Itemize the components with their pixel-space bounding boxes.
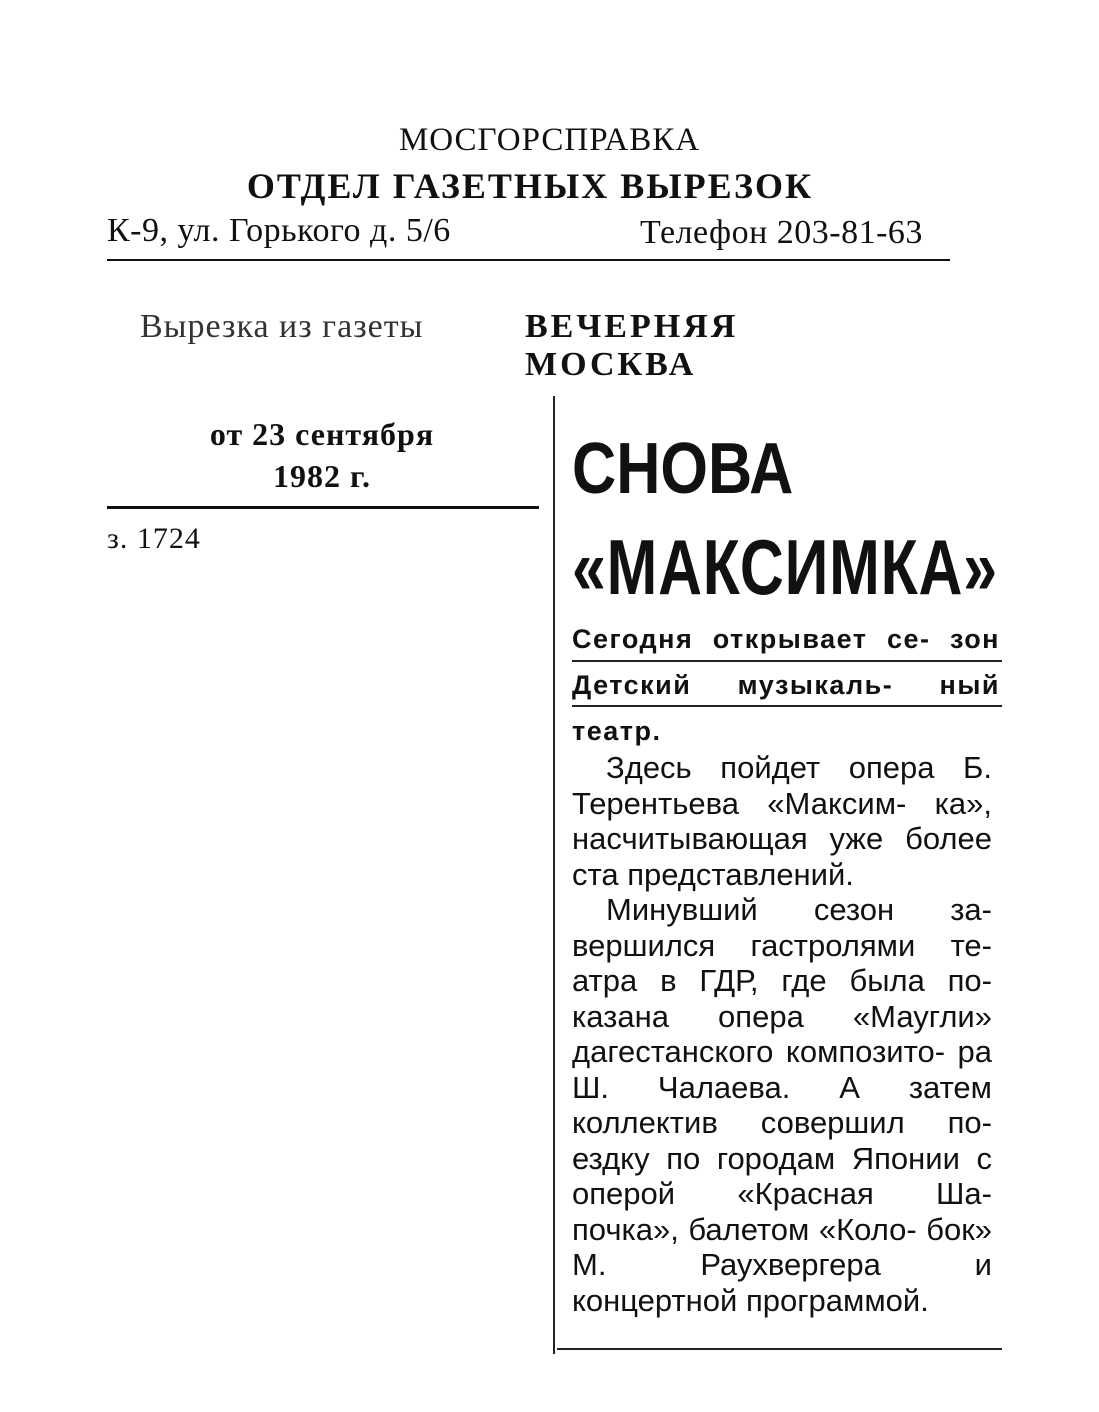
clipping-source [140,308,950,383]
clipping-label: Вырезка из газеты [140,308,424,345]
address: К-9, ул. Горького д. 5/6 [107,212,451,249]
headline-line-2: «МАКСИМКА» [572,523,998,611]
order-number: з. 1724 [107,522,201,555]
headline-line-1: СНОВА [572,429,794,509]
article-lead: Сегодня открывает се- зон Детский музыкаль- ный театр. [572,624,1000,746]
clipping-year: 1982 г. [273,458,371,494]
column-divider [553,396,555,1354]
newspaper-name: ВЕЧЕРНЯЯ МОСКВА [525,308,739,383]
date-divider [107,506,539,509]
department-title: ОТДЕЛ ГАЗЕТНЫХ ВЫРЕЗОК [246,166,814,206]
org-name: МОСГОРСПРАВКА [398,122,701,158]
phone: Телефон 203-81-63 [640,214,923,251]
article-body [572,750,992,1318]
clipping-date: от 23 сентября [209,416,435,452]
article-paragraph: Здесь пойдет опера Б. Терентьева «Максим- ка», насчитывающая уже более ста представлений. [572,750,992,892]
article-bottom-rule [557,1348,1002,1350]
header-divider [107,259,950,261]
article-paragraph: Минувший сезон за- вершился гастролями те- атра в ГДР, где была по- казана опера «Маугли» дагестанского композито- ра Ш. Чалаева. А затем коллектив совершил по- ездку по городам Японии с оперой «Красная Ша- почка», балетом «Коло- бок» М. Раухвергера и концертной программой. [572,892,992,1318]
